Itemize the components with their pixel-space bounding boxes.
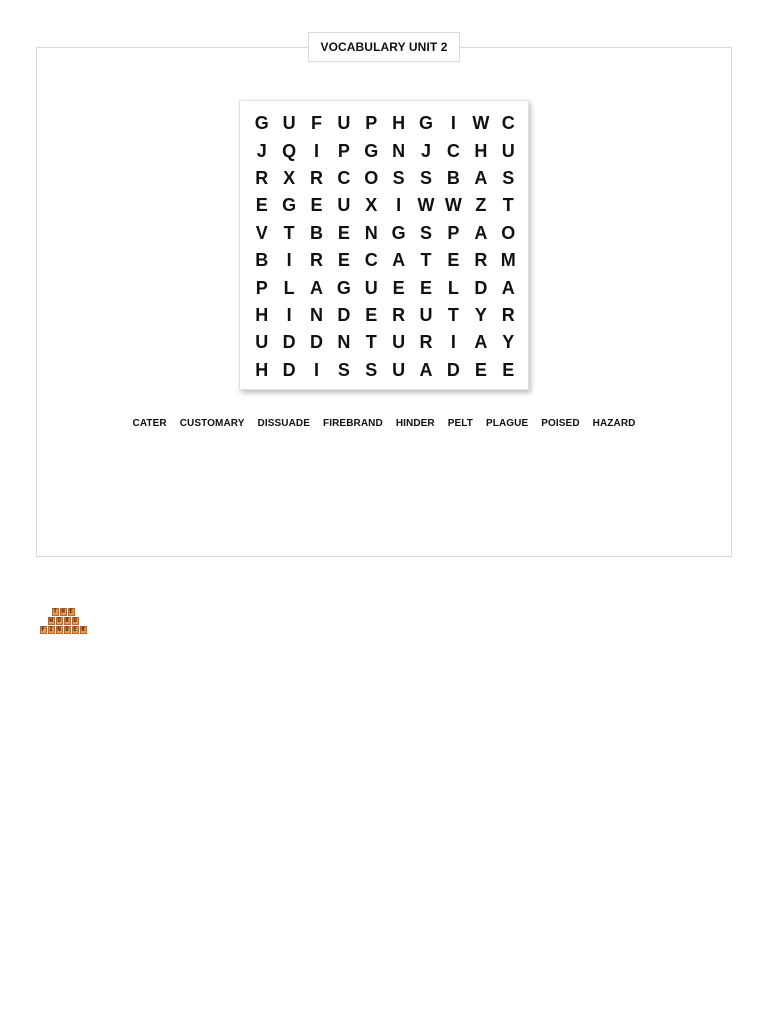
grid-letter[interactable]: J	[256, 140, 267, 161]
grid-letter[interactable]: A	[501, 277, 515, 298]
grid-letter[interactable]: U	[419, 304, 433, 325]
grid-letter[interactable]: I	[313, 140, 319, 161]
logo-row	[38, 617, 88, 625]
grid-letter[interactable]: A	[392, 250, 406, 271]
grid-letter[interactable]: A	[419, 359, 433, 380]
grid-letter[interactable]: S	[392, 167, 405, 188]
grid-letter[interactable]: B	[309, 222, 323, 243]
logo-tile: H	[61, 608, 65, 615]
grid-letter[interactable]: D	[282, 359, 296, 380]
grid-letter[interactable]: H	[255, 359, 269, 380]
grid-letter[interactable]: I	[313, 359, 319, 380]
grid-letter[interactable]: E	[420, 277, 433, 298]
letter-grid	[248, 110, 521, 384]
word-item: PELT	[447, 418, 473, 429]
grid-letter[interactable]: X	[283, 167, 296, 188]
grid-letter[interactable]: W	[444, 195, 462, 216]
grid-letter[interactable]: R	[392, 304, 406, 325]
grid-letter[interactable]: R	[419, 332, 433, 353]
grid-letter[interactable]: G	[364, 140, 379, 161]
grid-letter[interactable]: T	[365, 332, 377, 353]
grid-letter[interactable]: F	[310, 113, 322, 134]
grid-letter[interactable]: I	[286, 250, 292, 271]
logo-tile: F	[41, 626, 45, 633]
grid-letter[interactable]: C	[337, 167, 351, 188]
grid-letter[interactable]: S	[420, 222, 433, 243]
grid-letter[interactable]: U	[392, 332, 406, 353]
grid-letter[interactable]: V	[255, 222, 268, 243]
grid-letter[interactable]: H	[474, 140, 488, 161]
word-item: HAZARD	[592, 418, 636, 429]
grid-letter[interactable]: U	[282, 113, 296, 134]
grid-letter[interactable]: T	[283, 222, 295, 243]
logo-tile: N	[57, 626, 61, 633]
grid-letter[interactable]: H	[392, 113, 406, 134]
grid-letter[interactable]: P	[255, 277, 268, 298]
logo-tile: W	[49, 617, 53, 624]
grid-letter[interactable]: W	[472, 113, 490, 134]
grid-letter[interactable]: T	[502, 195, 514, 216]
grid-letter[interactable]: I	[396, 195, 402, 216]
puzzle-title: VOCABULARY UNIT 2	[308, 32, 460, 62]
logo-row	[38, 626, 88, 634]
grid-letter[interactable]: A	[474, 222, 488, 243]
grid-letter[interactable]: E	[502, 359, 515, 380]
word-item: DISSUADE	[257, 418, 311, 429]
grid-letter[interactable]: G	[254, 113, 269, 134]
grid-letter[interactable]: C	[364, 250, 378, 271]
grid-letter[interactable]: D	[282, 332, 296, 353]
grid-letter[interactable]: E	[392, 277, 405, 298]
grid-letter[interactable]: D	[474, 277, 488, 298]
grid-letter[interactable]: N	[337, 332, 351, 353]
grid-letter[interactable]: Y	[502, 332, 515, 353]
grid-letter[interactable]: E	[255, 195, 268, 216]
grid-letter[interactable]: Z	[475, 195, 487, 216]
grid-letter[interactable]: M	[500, 250, 516, 271]
grid-letter[interactable]: X	[365, 195, 378, 216]
grid-letter[interactable]: G	[336, 277, 351, 298]
grid-letter[interactable]: U	[364, 277, 378, 298]
grid-letter[interactable]: E	[337, 250, 350, 271]
grid-letter[interactable]: S	[365, 359, 378, 380]
word-item: PLAGUE	[485, 418, 529, 429]
word-item: CUSTOMARY	[179, 418, 245, 429]
grid-letter[interactable]: R	[501, 304, 515, 325]
grid-letter[interactable]: D	[309, 332, 323, 353]
word-item: CATER	[132, 418, 167, 429]
grid-letter[interactable]: E	[447, 250, 460, 271]
grid-letter[interactable]: B	[446, 167, 460, 188]
grid-letter[interactable]: I	[450, 113, 456, 134]
word-item: FIREBRAND	[323, 418, 383, 429]
grid-letter[interactable]: U	[337, 113, 351, 134]
grid-letter[interactable]: R	[255, 167, 269, 188]
grid-letter[interactable]: C	[501, 113, 515, 134]
logo-tile: O	[57, 617, 61, 624]
grid-letter[interactable]: N	[364, 222, 378, 243]
word-item: HINDER	[395, 418, 435, 429]
grid-letter[interactable]: W	[417, 195, 435, 216]
grid-letter[interactable]: L	[447, 277, 459, 298]
grid-letter[interactable]: P	[337, 140, 350, 161]
grid-letter[interactable]: D	[446, 359, 460, 380]
letter-grid-box	[239, 100, 529, 390]
grid-letter[interactable]: A	[474, 332, 488, 353]
grid-letter[interactable]: D	[337, 304, 351, 325]
grid-letter[interactable]: O	[364, 167, 379, 188]
grid-letter[interactable]: R	[474, 250, 488, 271]
grid-letter[interactable]: Q	[282, 140, 297, 161]
grid-letter[interactable]: G	[282, 195, 297, 216]
grid-letter[interactable]: G	[419, 113, 434, 134]
grid-letter[interactable]: N	[392, 140, 406, 161]
logo-tile: T	[53, 608, 57, 615]
grid-letter[interactable]: G	[391, 222, 406, 243]
word-item: POISED	[541, 418, 580, 429]
word-list	[0, 418, 768, 434]
grid-letter[interactable]: L	[283, 277, 295, 298]
logo-tile: R	[65, 617, 69, 624]
grid-letter[interactable]: S	[337, 359, 350, 380]
logo-tile: I	[49, 626, 53, 633]
grid-letter[interactable]: A	[474, 167, 488, 188]
grid-letter[interactable]: B	[255, 250, 269, 271]
grid-letter[interactable]: E	[474, 359, 487, 380]
grid-letter[interactable]: O	[501, 222, 516, 243]
grid-letter[interactable]: U	[255, 332, 269, 353]
grid-letter[interactable]: A	[309, 277, 323, 298]
grid-letter[interactable]: P	[447, 222, 460, 243]
grid-letter[interactable]: I	[450, 332, 456, 353]
grid-letter[interactable]: T	[447, 304, 459, 325]
grid-letter[interactable]: U	[337, 195, 351, 216]
word-finder-logo-icon	[38, 608, 88, 634]
grid-letter[interactable]: N	[309, 304, 323, 325]
grid-letter[interactable]: U	[392, 359, 406, 380]
grid-letter[interactable]: R	[309, 250, 323, 271]
grid-letter[interactable]: S	[420, 167, 433, 188]
grid-letter[interactable]: C	[446, 140, 460, 161]
grid-letter[interactable]: T	[420, 250, 432, 271]
logo-tile: E	[73, 626, 77, 633]
logo-row	[38, 608, 88, 616]
grid-letter[interactable]: E	[337, 222, 350, 243]
logo-tile: D	[73, 617, 77, 624]
logo-tile: R	[81, 626, 85, 633]
logo-tile: D	[65, 626, 69, 633]
grid-letter[interactable]: Y	[474, 304, 487, 325]
grid-letter[interactable]: E	[310, 195, 323, 216]
grid-letter[interactable]: J	[421, 140, 432, 161]
grid-letter[interactable]: P	[365, 113, 378, 134]
grid-letter[interactable]: E	[365, 304, 378, 325]
grid-letter[interactable]: H	[255, 304, 269, 325]
grid-letter[interactable]: S	[502, 167, 515, 188]
grid-letter[interactable]: I	[286, 304, 292, 325]
grid-letter[interactable]: U	[501, 140, 515, 161]
logo-tile: E	[69, 608, 73, 615]
grid-letter[interactable]: R	[309, 167, 323, 188]
